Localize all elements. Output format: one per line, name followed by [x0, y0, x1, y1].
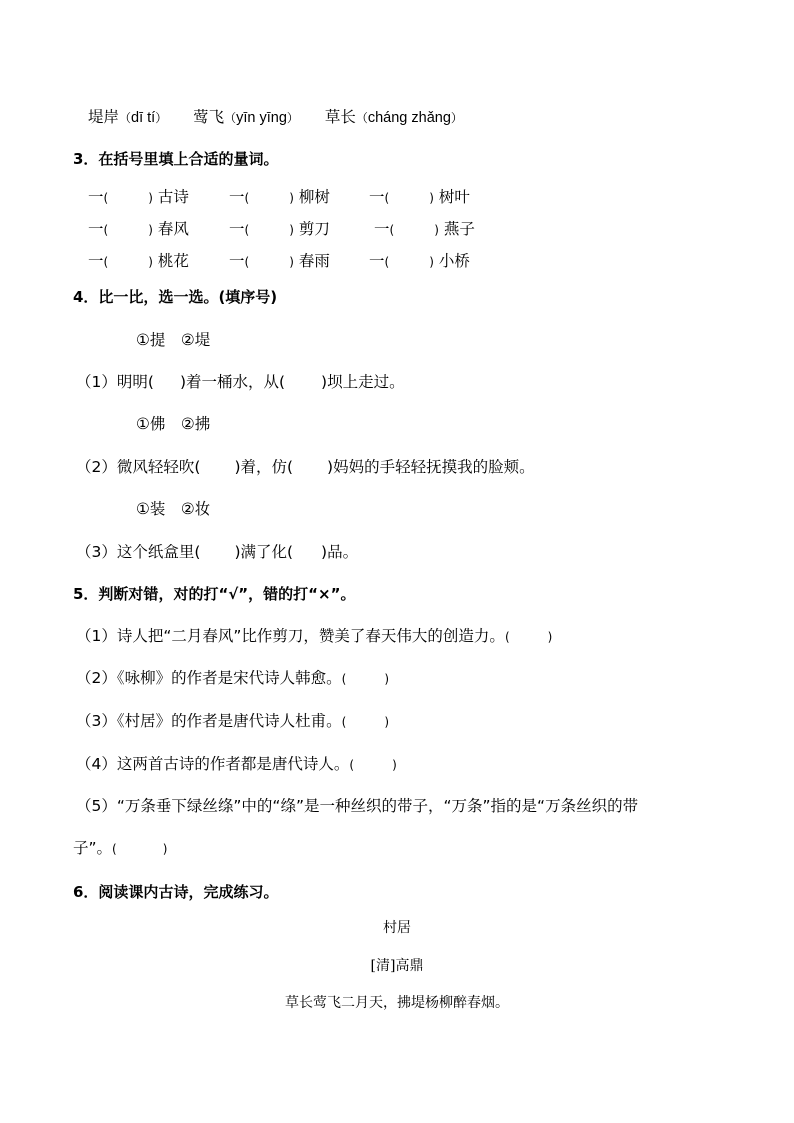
pinyin-choice-line: 堤岸（dī tí） 莺飞（yīn yīng） 草长（cháng zhǎng） [88, 108, 463, 126]
q3-word: 燕子 [438, 220, 475, 238]
paren-open: ( [384, 191, 390, 205]
paren-close: ) [289, 223, 294, 237]
pinyin-options-1: dī tí [131, 110, 156, 126]
q3-prefix: 一 [88, 188, 104, 206]
q3-prefix: 一 [229, 252, 245, 270]
poem-author: [清]高鼎 [370, 958, 424, 974]
paren-close: ) [148, 223, 153, 237]
q3-cell [369, 251, 470, 272]
q3-cell [229, 187, 330, 208]
q3-word: 古诗 [152, 188, 189, 206]
q5-item-5-continued: 子”。( ) [73, 839, 168, 857]
paren-close: ) [148, 255, 153, 269]
q4-item-2: （2）微风轻轻吹( )着，仿( )妈妈的手轻轻抚摸我的脸颊。 [76, 458, 535, 476]
paren-open: ( [244, 223, 250, 237]
pinyin-options-2: yīn yīng [236, 110, 287, 126]
q3-cell [374, 219, 475, 240]
q3-cell [88, 219, 189, 240]
paren-close: ) [429, 191, 434, 205]
q4-options-3: ①装 ②妆 [136, 500, 211, 518]
q3-cell [369, 187, 470, 208]
q3-prefix: 一 [374, 220, 390, 238]
q3-prefix: 一 [88, 252, 104, 270]
paren-close: ) [289, 255, 294, 269]
q5-item-4: （4）这两首古诗的作者都是唐代诗人。( ) [76, 755, 397, 773]
paren-open: ( [244, 255, 250, 269]
poem-title: 村居 [383, 920, 411, 936]
q3-word: 小桥 [433, 252, 470, 270]
q4-title: 4．比一比，选一选。(填序号) [73, 288, 278, 306]
paren-open: ( [103, 191, 109, 205]
q5-item-5: （5）“万条垂下绿丝绦”中的“绦”是一种丝织的带子，“万条”指的是“万条丝织的带 [76, 797, 639, 815]
pinyin-options-3: cháng zhǎng [367, 110, 451, 126]
poem-line-1: 草长莺飞二月天，拂堤杨柳醉春烟。 [285, 995, 509, 1011]
word-caozhang: 草长 [324, 108, 356, 126]
q3-word: 柳树 [293, 188, 330, 206]
paren-open: ( [389, 223, 395, 237]
q3-word: 春风 [152, 220, 189, 238]
paren-close: ) [148, 191, 153, 205]
q3-prefix: 一 [369, 188, 385, 206]
paren-close: ) [289, 191, 294, 205]
paren-open: ( [384, 255, 390, 269]
q3-prefix: 一 [369, 252, 385, 270]
q4-item-3-number: （3） [76, 543, 117, 561]
q6-title: 6．阅读课内古诗，完成练习。 [73, 883, 279, 901]
q3-word: 桃花 [152, 252, 189, 270]
q5-item-2: （2）《咏柳》的作者是宋代诗人韩愈。( ) [76, 669, 390, 687]
word-yingfei: 莺飞 [193, 108, 225, 126]
q4-options-1: ①提 ②堤 [136, 331, 211, 349]
q4-item-2-number: （2） [76, 458, 117, 476]
q3-prefix: 一 [229, 220, 245, 238]
q3-word: 树叶 [433, 188, 470, 206]
q4-item-1-number: （1） [76, 373, 117, 391]
q3-cell [229, 251, 330, 272]
q4-item-3: （3）这个纸盒里( )满了化( )品。 [76, 543, 359, 561]
q3-word: 剪刀 [293, 220, 330, 238]
paren-open: ( [103, 223, 109, 237]
paren-close: ) [429, 255, 434, 269]
word-diàn: 堤岸 [88, 108, 120, 126]
q5-item-3: （3）《村居》的作者是唐代诗人杜甫。( ) [76, 712, 390, 730]
paren-open: ( [244, 191, 250, 205]
q3-cell [88, 187, 189, 208]
paren-open: ( [103, 255, 109, 269]
q3-cell [88, 251, 189, 272]
q3-prefix: 一 [88, 220, 104, 238]
q4-options-2: ①佛 ②拂 [136, 415, 211, 433]
paren-close: ) [434, 223, 439, 237]
q3-word: 春雨 [293, 252, 330, 270]
q5-item-1: （1）诗人把“二月春风”比作剪刀，赞美了春天伟大的创造力。( ) [76, 627, 553, 645]
q5-title: 5．判断对错，对的打“√”，错的打“×”。 [73, 585, 356, 603]
q3-title: 3．在括号里填上合适的量词。 [73, 150, 279, 168]
q3-prefix: 一 [229, 188, 245, 206]
q3-cell [229, 219, 330, 240]
q4-item-1: （1）明明( )着一桶水，从( )坝上走过。 [76, 373, 405, 391]
